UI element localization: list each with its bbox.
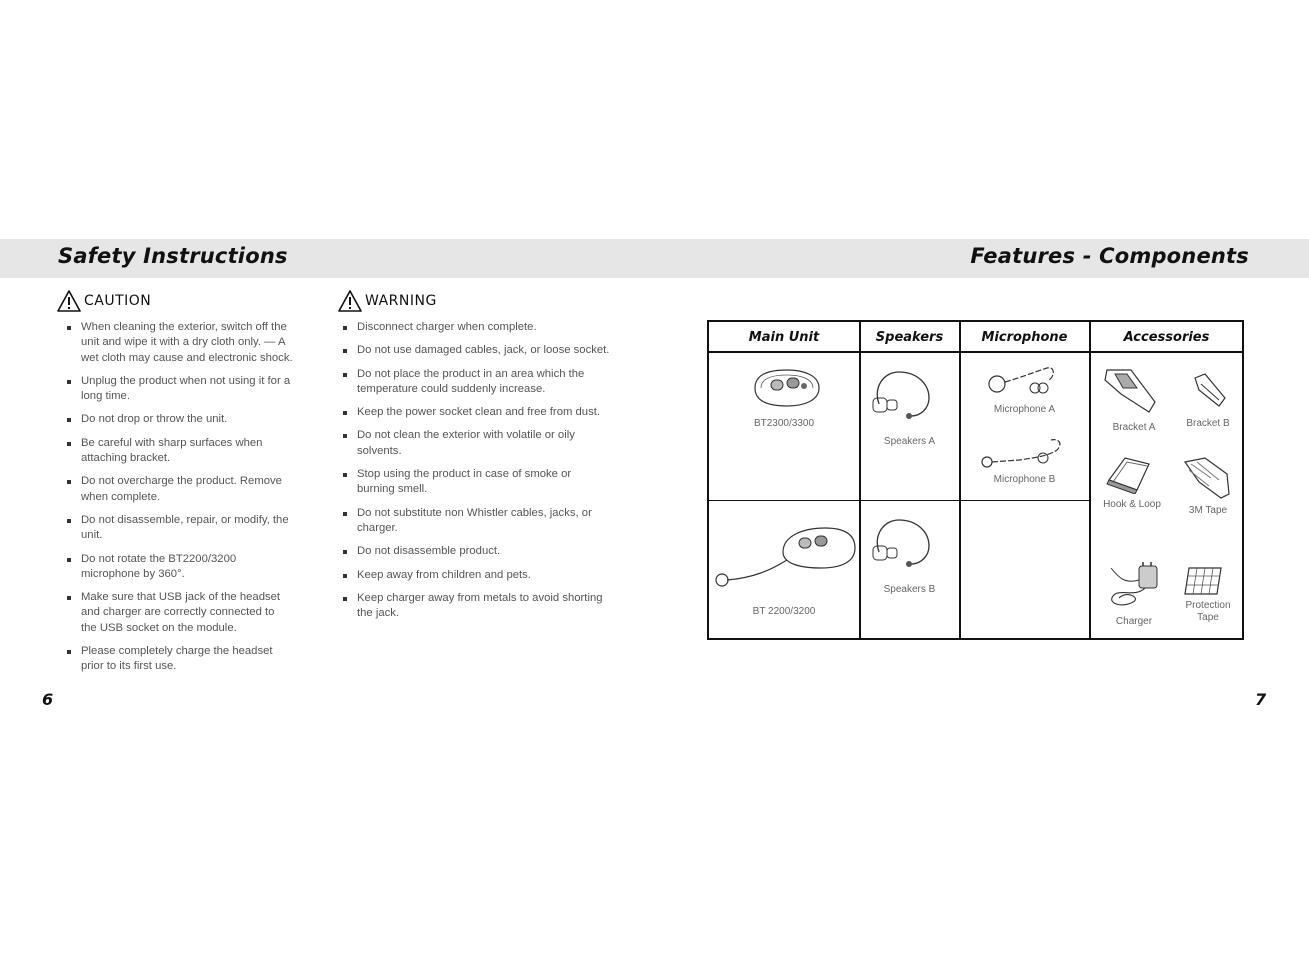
list-item: [333, 467, 611, 498]
list-item-text: Keep charger away from metals to avoid shorting the jack.: [357, 591, 603, 620]
bullet-icon: [67, 442, 71, 446]
page-title-features: Features - Components: [970, 244, 1249, 268]
header-accessories: Accessories: [1123, 330, 1210, 345]
caution-heading: [57, 290, 151, 312]
bullet-icon: [67, 418, 71, 422]
list-item-text: Do not substitute non Whistler cables, jacks, or charger.: [357, 506, 592, 534]
bullet-icon: [343, 512, 347, 516]
charger-image: [1105, 558, 1165, 610]
list-item-text: Do not clean the exterior with volatile or oily solvents.: [357, 429, 575, 457]
list-item: [333, 367, 611, 398]
row-divider: [707, 500, 1089, 501]
table-border-top: [707, 320, 1244, 322]
header-microphone: Microphone: [981, 330, 1068, 345]
column-divider: [1089, 320, 1091, 640]
list-item-text: Do not place the product in an area which the temperature could suddenly increase.: [357, 367, 585, 395]
list-item: [57, 474, 293, 505]
header-speakers: Speakers: [875, 330, 944, 345]
list-item-text: Be careful with sharp surfaces when attaching bracket.: [81, 436, 263, 465]
3m-tape-image: [1181, 454, 1233, 500]
caption-3m-tape: 3M Tape: [1188, 505, 1228, 516]
warning-list: [333, 320, 611, 629]
hook-loop-image: [1105, 454, 1153, 494]
main-unit-bt2300-image: [749, 366, 825, 410]
list-item-text: Do not overcharge the product. Remove when complete.: [81, 475, 282, 503]
list-item-text: Do not disassemble product.: [357, 545, 501, 558]
bullet-icon: [343, 349, 347, 353]
caption-microphone-b: Microphone B: [993, 474, 1056, 485]
list-item-text: Make sure that USB jack of the headset and charger are correctly connected to the USB socket on the module.: [81, 591, 281, 634]
caption-hook-loop: Hook & Loop: [1103, 499, 1161, 510]
table-header-divider: [707, 351, 1244, 353]
list-item: [333, 544, 611, 559]
bullet-icon: [67, 380, 71, 384]
microphone-b-image: [979, 436, 1063, 468]
list-item-text: When cleaning the exterior, switch off the unit and wipe it with a dry cloth only. — A wet cloth may cause and electronic shock.: [81, 321, 293, 364]
list-item-text: Do not disassemble, repair, or modify, the unit.: [81, 513, 289, 542]
protection-tape-image: [1183, 566, 1223, 596]
warning-triangle-icon: [57, 290, 81, 312]
list-item-text: Keep away from children and pets.: [357, 568, 531, 581]
speakers-a-image: [869, 368, 935, 424]
bullet-icon: [67, 596, 71, 600]
caption-charger: Charger: [1115, 616, 1153, 627]
bullet-icon: [343, 411, 347, 415]
list-item: [333, 568, 611, 583]
caption-speakers-b: Speakers B: [883, 584, 936, 595]
list-item: [57, 590, 293, 636]
list-item: [333, 320, 611, 335]
page-number-left: 6: [42, 690, 54, 709]
bullet-icon: [343, 574, 347, 578]
list-item-text: Keep the power socket clean and free from dust.: [357, 406, 601, 419]
list-item-text: Unplug the product when not using it for a long time.: [81, 374, 291, 403]
microphone-a-image: [985, 360, 1059, 398]
caption-bracket-a: Bracket A: [1112, 422, 1156, 433]
caption-bt2300: BT2300/3300: [753, 418, 815, 429]
list-item: [57, 644, 293, 675]
caption-bracket-b: Bracket B: [1186, 418, 1230, 429]
table-border-left: [707, 320, 709, 640]
list-item: [333, 591, 611, 622]
bullet-icon: [343, 434, 347, 438]
table-border-bottom: [707, 638, 1244, 640]
bracket-b-image: [1189, 370, 1229, 410]
list-item-text: Stop using the product in case of smoke or burning smell.: [357, 468, 572, 496]
bullet-icon: [343, 373, 347, 377]
list-item-text: Disconnect charger when complete.: [357, 321, 537, 333]
caption-speakers-a: Speakers A: [883, 436, 936, 447]
bullet-icon: [67, 480, 71, 484]
bullet-icon: [67, 326, 71, 330]
list-item-text: Do not drop or throw the unit.: [81, 413, 228, 426]
bullet-icon: [67, 519, 71, 523]
list-item-text: Do not rotate the BT2200/3200 microphone by 360°.: [81, 552, 237, 580]
header-main-unit: Main Unit: [748, 330, 820, 345]
caution-list: [57, 320, 293, 683]
table-border-right: [1242, 320, 1244, 640]
warning-triangle-icon: [338, 290, 362, 312]
bullet-icon: [343, 473, 347, 477]
page-title-safety: Safety Instructions: [58, 244, 288, 268]
caption-protection-tape: Protection Tape: [1185, 600, 1231, 623]
warning-label: WARNING: [365, 293, 437, 309]
list-item: [57, 374, 293, 405]
list-item-text: Please completely charge the headset prior to its first use.: [81, 645, 273, 673]
list-item: [57, 436, 293, 467]
list-item: [57, 513, 293, 544]
caption-microphone-a: Microphone A: [993, 404, 1056, 415]
list-item: [57, 412, 293, 427]
bullet-icon: [343, 326, 347, 330]
bracket-a-image: [1101, 366, 1159, 416]
bullet-icon: [343, 597, 347, 601]
components-table: [707, 320, 1244, 640]
bullet-icon: [67, 558, 71, 562]
warning-heading: [338, 290, 437, 312]
bullet-icon: [67, 650, 71, 654]
page-number-right: 7: [1255, 690, 1267, 709]
caption-bt2200: BT 2200/3200: [752, 606, 816, 617]
list-item: [333, 343, 611, 358]
bullet-icon: [343, 550, 347, 554]
list-item: [57, 320, 293, 366]
list-item: [57, 552, 293, 583]
speakers-b-image: [869, 516, 935, 572]
list-item: [333, 428, 611, 459]
list-item: [333, 506, 611, 537]
list-item-text: Do not use damaged cables, jack, or loose socket.: [357, 344, 610, 357]
main-unit-bt2200-image: [713, 522, 859, 592]
caution-label: CAUTION: [84, 293, 152, 309]
list-item: [333, 405, 611, 420]
